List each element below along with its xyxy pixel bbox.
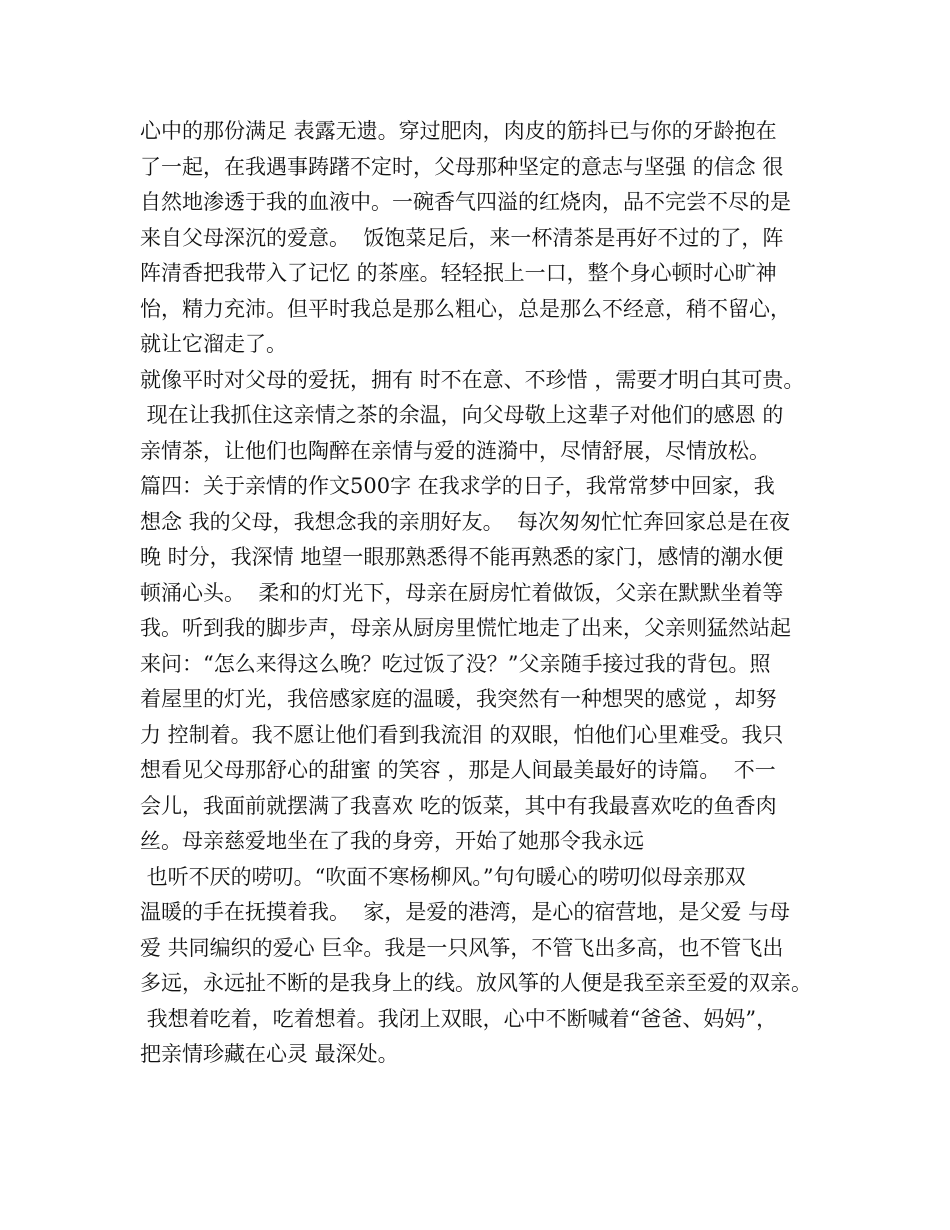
text-line: 顿涌心头。 柔和的灯光下，母亲在厨房忙着做饭，父亲在默默坐着等 [140,580,784,605]
text-line: 亲情茶，让他们也陶醉在亲情与爱的涟漪中，尽情舒展，尽情放松。 [140,438,770,463]
text-line: 就让它溜走了。 [140,332,287,356]
text-line: 了一起，在我遇事踌躇不定时，父母那种坚定的意志与坚强 的信念 很 [140,154,784,179]
text-line: 也听不厌的唠叨。“吹面不寒杨柳风。”句句暖心的唠叨似母亲那双 [140,864,746,889]
text-line: 丝。母亲慈爱地坐在了我的身旁，开始了她那令我永远 [140,829,644,853]
text-line: 力 控制着。我不愿让他们看到我流泪 的双眼，怕他们心里难受。我只 [140,722,784,747]
text-line: 温暖的手在抚摸着我。 家，是爱的港湾，是心的宿营地，是父爱 与母 [140,900,791,924]
text-line: 就像平时对父母的爱抚，拥有 时不在意、不珍惜 ，需要才明白其可贵。 [140,367,805,392]
text-line: 爱 共同编织的爱心 巨伞。我是一只风筝，不管飞出多高，也不管飞出 [140,935,784,960]
text-line: 阵清香把我带入了记忆 的茶座。轻轻抿上一口，整个身心顿时心旷神 [140,261,777,285]
text-line: 多远，永远扯不断的是我身上的线。放风筝的人便是我至亲至爱的双亲。 [140,971,812,995]
text-line: 怡，精力充沛。但平时我总是那么粗心，总是那么不经意，稍不留心， [140,296,791,321]
text-line: 自然地渗透于我的血液中。一碗香气四溢的红烧肉，品不完尝不尽的是 [140,190,791,214]
text-line: 想看见父母那舒心的甜蜜 的笑容 ，那是人间最美最好的诗篇。 不一 [140,758,776,782]
text-line: 篇四：关于亲情的作文500字 在我求学的日子，我常常梦中回家，我 [140,474,775,498]
text-line: 想念 我的父母，我想念我的亲朋好友。 每次匆匆忙忙奔回家总是在夜 [140,509,791,534]
text-line: 我。听到我的脚步声，母亲从厨房里慌忙地走了出来，父亲则猛然站起 [140,616,791,640]
text-line: 会儿，我面前就摆满了我喜欢 吃的饭菜，其中有我最喜欢吃的鱼香肉 [140,793,777,818]
text-line: 现在让我抓住这亲情之茶的余温，向父母敬上这辈子对他们的感恩 的 [140,403,784,427]
text-line: 来问：“怎么来得这么晚？吃过饭了没？”父亲随手接过我的背包。照 [140,651,771,676]
text-line: 来自父母深沉的爱意。 饭饱菜足后，来一杯清茶是再好不过的了，阵 [140,225,784,250]
text-line: 晚 时分，我深情 地望一眼那熟悉得不能再熟悉的家门，感情的潮水便 [140,545,784,569]
text-line: 心中的那份满足 表露无遗。穿过肥肉，肉皮的筋抖已与你的牙龄抱在 [140,119,777,143]
document-body-text [140,114,840,1073]
text-line: 着屋里的灯光，我倍感家庭的温暖，我突然有一种想哭的感觉 ，却努 [140,687,777,711]
text-line: 把亲情珍藏在心灵 最深处。 [140,1042,399,1066]
text-line: 我想着吃着，吃着想着。我闭上双眼，心中不断喊着“爸爸、妈妈”， [140,1006,778,1031]
